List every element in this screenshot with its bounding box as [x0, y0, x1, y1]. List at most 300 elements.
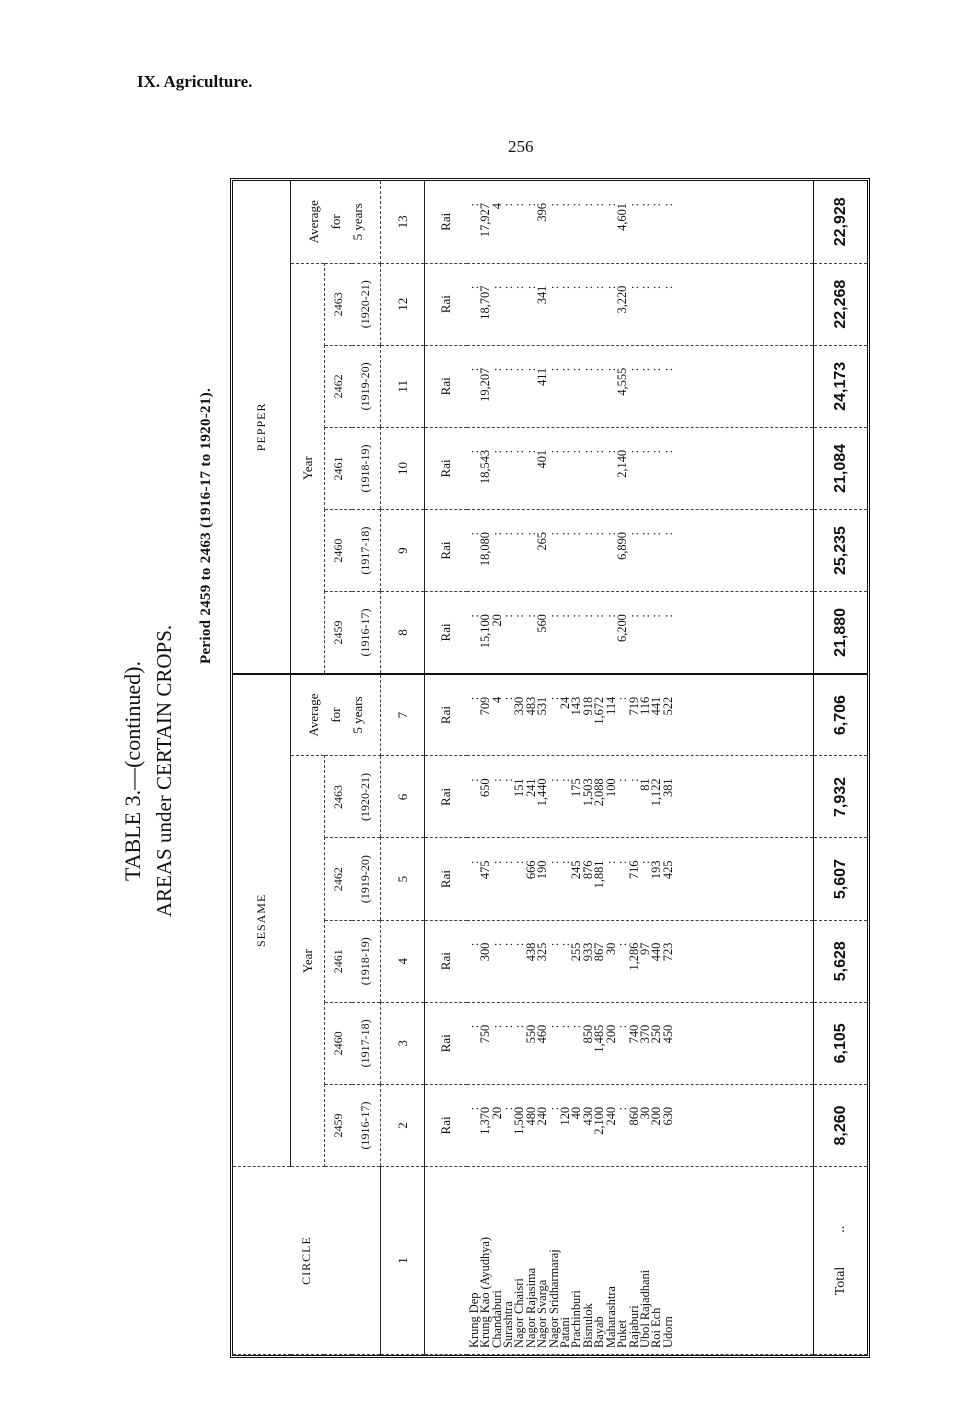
table-cell-value: : — [580, 532, 595, 536]
table-cell-value: : — [649, 203, 664, 207]
table-cell-value: 20 — [489, 614, 504, 627]
year-be: 2461 — [324, 920, 352, 1002]
table-cell-value: : — [580, 367, 595, 372]
table-cell-value: : — [512, 1024, 527, 1029]
column-number: 10 — [380, 427, 425, 509]
table-cell-value: 430 — [580, 1106, 595, 1126]
table-cell-value: 860 — [626, 1106, 641, 1126]
circle-list — [466, 1167, 675, 1354]
table-cell-value: : — [523, 449, 538, 454]
table-cell-value: : — [466, 942, 481, 947]
table-cell-value: : — [660, 449, 675, 454]
table-cell-value: 876 — [580, 860, 595, 880]
table-cell-value: 190 — [535, 860, 550, 880]
total-value: 21,880 — [814, 592, 867, 674]
table-cell-value: 1,370 — [478, 1106, 493, 1135]
table-cell-value: 1,503 — [580, 778, 595, 807]
table-cell-value: : — [546, 942, 561, 947]
table-cell-value: : — [466, 449, 481, 454]
table-cell-value: 1,122 — [649, 778, 664, 807]
column-number: 9 — [380, 510, 425, 592]
table-cell-value: : — [649, 285, 664, 290]
total-value: 21,084 — [814, 427, 867, 509]
table-cell-value: 411 — [535, 367, 550, 386]
table-cell-value: 1,485 — [592, 1024, 607, 1053]
column-number: 1 — [380, 1167, 425, 1355]
table-cell-value: : — [558, 367, 573, 372]
pepper-average-header — [291, 181, 380, 263]
total-value: 22,268 — [814, 263, 867, 345]
circle-name: Maharashtra — [603, 1286, 618, 1348]
table-cell-value: 2,140 — [615, 449, 630, 478]
circle-name: Ubol Rajadhani — [637, 1269, 652, 1348]
year-ad: (1916-17) — [352, 1084, 380, 1166]
year-ad: (1920-21) — [352, 756, 380, 838]
five-years-label: 5 years — [349, 696, 365, 734]
table-cell-value: : — [603, 367, 618, 372]
table-cell-value: : — [558, 942, 573, 947]
table-cell-value: 475 — [478, 860, 493, 880]
table-cell-value: 30 — [637, 1106, 652, 1120]
pepper-year-header: Year — [291, 263, 324, 674]
table-cell-value: : — [501, 532, 516, 536]
year-be: 2463 — [324, 263, 352, 345]
table-cell-value: : — [603, 203, 618, 207]
table-cell-value: : — [626, 449, 641, 454]
table-cell-value: : — [546, 614, 561, 618]
total-value: 22,928 — [814, 181, 867, 263]
table-cell-value: 709 — [478, 696, 493, 716]
table-cell-value: : — [512, 532, 527, 536]
circle-name: Prachinburi — [569, 1290, 584, 1348]
table-cell-value: 438 — [523, 942, 538, 962]
pepper-2463-values — [466, 264, 675, 345]
table-cell-value: : — [626, 203, 641, 207]
section-heading: IX. Agriculture. — [137, 72, 253, 91]
table-cell-value: : — [592, 449, 607, 454]
pepper-2459-cell — [467, 592, 814, 674]
circle-name: Nagor Chaisri — [512, 1278, 527, 1348]
table-frame — [230, 178, 870, 1358]
table-cell-value: : — [546, 778, 561, 782]
circle-name: Krung Kao (Ayudhya) — [478, 1236, 493, 1348]
total-value: 6,105 — [814, 1002, 867, 1084]
table-cell-value: 867 — [592, 942, 607, 962]
table-cell-value: : — [512, 614, 527, 618]
unit-label: Rai — [425, 181, 467, 263]
page-number: 256 — [508, 137, 534, 156]
circle-name: Chandaburi — [489, 1290, 504, 1348]
table-cell-value: : — [466, 367, 481, 372]
sesame-year-header: Year — [291, 756, 324, 1167]
table-cell-value: : — [501, 696, 516, 701]
circle-name: Puket — [615, 1319, 630, 1348]
table-cell-value: 450 — [660, 1024, 675, 1044]
table-cell-value: : — [626, 614, 641, 618]
table-cell-value: : — [569, 367, 584, 372]
unit-label: Rai — [425, 1084, 467, 1166]
table-cell-value: : — [558, 860, 573, 864]
table-cell-value: 2,100 — [592, 1106, 607, 1135]
year-ad: (1920-21) — [352, 263, 380, 345]
table-cell-value: : — [637, 203, 652, 207]
table-cell-value: : — [466, 778, 481, 782]
sesame-average-header — [291, 674, 380, 756]
table-cell-value: : — [512, 203, 527, 207]
circle-name: Roi Ech — [649, 1307, 664, 1348]
sesame-2463-values — [466, 756, 675, 837]
table-cell-value: : — [637, 285, 652, 290]
table-cell-value: : — [580, 449, 595, 454]
table-cell-value: 4,555 — [615, 367, 630, 396]
sesame-2460-cell — [467, 1002, 814, 1084]
table-cell-value: : — [489, 285, 504, 290]
table-cell-value: 3,220 — [615, 285, 630, 314]
column-number: 5 — [380, 838, 425, 920]
table-cell-value: : — [501, 860, 516, 864]
table-cell-value: : — [523, 532, 538, 536]
table-cell-value: 460 — [535, 1024, 550, 1044]
table-cell-value: : — [592, 367, 607, 372]
table-cell-value: 20 — [489, 1106, 504, 1120]
table-cell-value: 522 — [660, 696, 675, 716]
unit-label: Rai — [425, 920, 467, 1002]
sesame-average-values — [466, 675, 675, 756]
table-cell-value: : — [569, 449, 584, 454]
year-ad: (1918-19) — [352, 920, 380, 1002]
table-cell-value: : — [466, 696, 481, 701]
table-cell-value: 143 — [569, 696, 584, 716]
year-be: 2462 — [324, 345, 352, 427]
table-cell-value: : — [580, 285, 595, 290]
table-cell-value: : — [546, 203, 561, 207]
sesame-2463-cell — [467, 756, 814, 838]
column-number: 2 — [380, 1084, 425, 1166]
table-cell-value: 341 — [535, 285, 550, 305]
table-cell-value: 1,440 — [535, 778, 550, 807]
table-cell-value: : — [592, 532, 607, 536]
pepper-2459-values — [466, 592, 675, 673]
circle-name: Nagor Rajasima — [523, 1267, 538, 1348]
sesame-2461-cell — [467, 920, 814, 1002]
unit-label: Rai — [425, 427, 467, 509]
total-value: 24,173 — [814, 345, 867, 427]
column-number: 3 — [380, 1002, 425, 1084]
table-cell-value: 100 — [603, 778, 618, 797]
table-cell-value: 40 — [569, 1106, 584, 1120]
table-cell-value: 15,100 — [478, 614, 493, 649]
table-cell-value: : — [615, 860, 630, 864]
table-cell-value: : — [501, 449, 516, 454]
sesame-2461-values — [466, 921, 675, 1002]
table-cell-value: 114 — [603, 696, 618, 715]
table-cell-value: : — [489, 1024, 504, 1029]
table-cell-value: : — [603, 614, 618, 618]
circle-name: Udorn — [660, 1316, 675, 1348]
unit-label: Rai — [425, 838, 467, 920]
table-cell-value: : — [649, 367, 664, 372]
year-be: 2461 — [324, 427, 352, 509]
average-label: Average — [305, 200, 321, 244]
table-cell-value: 1,672 — [592, 696, 607, 725]
table-cell-value: : — [489, 942, 504, 947]
year-ad: (1917-18) — [352, 1002, 380, 1084]
table-cell-value: : — [501, 203, 516, 207]
table-cell-value: : — [489, 778, 504, 782]
column-number: 7 — [380, 674, 425, 756]
total-value: 5,628 — [814, 920, 867, 1002]
table-cell-value: 716 — [626, 860, 641, 880]
circle-name: Rajaburi — [626, 1305, 641, 1348]
sesame-2459-cell — [467, 1084, 814, 1166]
table-cell-value: 97 — [637, 942, 652, 956]
circle-name: Surashtra — [501, 1301, 516, 1348]
year-be: 2460 — [324, 1002, 352, 1084]
table-cell-value: 175 — [569, 778, 584, 797]
table-cell-value: 550 — [523, 1024, 538, 1044]
pepper-2462-cell — [467, 345, 814, 427]
table-cell-value: 120 — [558, 1106, 573, 1126]
crop-area-table — [233, 181, 867, 1355]
table-cell-value: 4 — [489, 696, 504, 703]
table-cell-value: 265 — [535, 532, 550, 551]
table-cell-value: 425 — [660, 860, 675, 880]
table-cell-value: 200 — [603, 1024, 618, 1044]
table-cell-value: : — [558, 203, 573, 207]
year-be: 2463 — [324, 756, 352, 838]
table-cell-value: : — [466, 1024, 481, 1029]
table-cell-value: : — [466, 614, 481, 618]
sesame-2459-values — [466, 1085, 675, 1166]
table-cell-value: : — [615, 1106, 630, 1111]
unit-label: Rai — [425, 756, 467, 838]
table-cell-value: : — [626, 367, 641, 372]
year-ad: (1917-18) — [352, 510, 380, 592]
table-cell-value: : — [558, 778, 573, 782]
table-cell-value: 19,207 — [478, 367, 493, 402]
column-number: 11 — [380, 345, 425, 427]
table-cell-value: 740 — [626, 1024, 641, 1044]
column-number: 8 — [380, 592, 425, 674]
unit-blank — [425, 1167, 467, 1355]
column-number: 13 — [380, 181, 425, 263]
table-cell-value: 18,543 — [478, 449, 493, 484]
year-be: 2460 — [324, 510, 352, 592]
table-cell-value: : — [501, 285, 516, 290]
table-cell-value: : — [626, 285, 641, 290]
table-cell-value: 560 — [535, 614, 550, 633]
table-cell-value: : — [501, 614, 516, 618]
circle-name: Bisnulok — [580, 1303, 595, 1348]
unit-label: Rai — [425, 592, 467, 674]
table-cell-value: 24 — [558, 696, 573, 710]
unit-label: Rai — [425, 263, 467, 345]
table-cell-value: : — [660, 285, 675, 290]
unit-label: Rai — [425, 1002, 467, 1084]
table-cell-value: : — [489, 449, 504, 454]
table-cell-value: : — [592, 285, 607, 290]
table-cell-value: 1,881 — [592, 860, 607, 889]
table-cell-value: : — [569, 203, 584, 207]
column-number: 6 — [380, 756, 425, 838]
five-years-label: 5 years — [349, 203, 365, 241]
table-cell-value: 241 — [523, 778, 538, 797]
table-cell-value: : — [603, 449, 618, 454]
total-dots: .. — [832, 1225, 848, 1233]
table-cell-value: : — [626, 778, 641, 782]
table-cell-value: : — [649, 614, 664, 618]
table-cell-value: : — [637, 532, 652, 536]
table-cell-value: : — [466, 860, 481, 864]
table-cell-value: 396 — [535, 203, 550, 222]
circle-header: CIRCLE — [233, 1167, 380, 1355]
sesame-2462-values — [466, 839, 675, 920]
table-cell-value: : — [466, 1106, 481, 1111]
table-cell-value: : — [546, 860, 561, 864]
table-cell-value: 483 — [523, 696, 538, 716]
table-cell-value: : — [637, 367, 652, 372]
table-cell-value: : — [592, 203, 607, 207]
table-cell-value: 850 — [580, 1024, 595, 1044]
average-label: Average — [305, 693, 321, 737]
year-ad: (1918-19) — [352, 427, 380, 509]
total-value: 8,260 — [814, 1084, 867, 1166]
table-cell-value: : — [546, 1024, 561, 1029]
table-cell-value: : — [660, 614, 675, 618]
year-ad: (1919-20) — [352, 838, 380, 920]
table-cell-value: 650 — [478, 778, 493, 797]
table-cell-value: : — [626, 532, 641, 536]
table-cell-value: : — [546, 285, 561, 290]
year-be: 2459 — [324, 1084, 352, 1166]
table-cell-value: : — [615, 778, 630, 782]
table-cell-value: : — [615, 696, 630, 701]
table-cell-value: 330 — [512, 696, 527, 716]
table-cell-value: 750 — [478, 1024, 493, 1044]
table-cell-value: 200 — [649, 1106, 664, 1126]
table-cell-value: : — [558, 1024, 573, 1029]
table-cell-value: 6,200 — [615, 614, 630, 643]
circle-name: Bayab — [592, 1316, 607, 1348]
table-cell-value: 240 — [603, 1106, 618, 1126]
table-cell-value: : — [501, 1106, 516, 1111]
table-period: Period 2459 to 2463 (1916-17 to 1920-21). — [198, 388, 214, 665]
table-title: TABLE 3.—(continued). — [120, 660, 145, 882]
year-ad: (1919-20) — [352, 345, 380, 427]
table-cell-value: 245 — [569, 860, 584, 880]
table-cell-value: 531 — [535, 696, 550, 716]
rotated-table-block — [100, 176, 880, 1366]
table-cell-value: : — [660, 203, 675, 207]
pepper-average-values — [466, 181, 675, 263]
table-cell-value: 6,890 — [615, 532, 630, 560]
pepper-2460-values — [466, 510, 675, 591]
table-cell-value: : — [558, 449, 573, 454]
table-cell-value: : — [466, 285, 481, 290]
table-cell-value: : — [569, 614, 584, 618]
table-cell-value: : — [523, 285, 538, 290]
for-label: for — [327, 214, 343, 230]
pepper-2461-values — [466, 428, 675, 509]
table-cell-value: 18,080 — [478, 532, 493, 567]
sesame-average-cell — [467, 674, 814, 756]
table-cell-value: : — [512, 449, 527, 454]
table-cell-value: 116 — [637, 696, 652, 715]
table-cell-value: 719 — [626, 696, 641, 716]
pepper-2462-values — [466, 346, 675, 427]
table-cell-value: : — [649, 532, 664, 536]
table-cell-value: 723 — [660, 942, 675, 962]
table-cell-value: 30 — [603, 942, 618, 956]
table-cell-value: 151 — [512, 778, 527, 797]
circle-name: Nagor Sridharmaraj — [546, 1249, 561, 1348]
table-cell-value: : — [637, 614, 652, 618]
table-cell-value: : — [660, 367, 675, 372]
table-cell-value: : — [580, 203, 595, 207]
table-cell-value: 630 — [660, 1106, 675, 1126]
table-cell-value: 401 — [535, 449, 550, 469]
table-cell-value: : — [512, 860, 527, 864]
table-cell-value: : — [615, 1024, 630, 1029]
table-cell-value: : — [501, 942, 516, 947]
table-cell-value: 4 — [489, 203, 504, 210]
table-cell-value: : — [546, 1106, 561, 1111]
pepper-header: PEPPER — [233, 181, 291, 674]
circle-names-cell — [467, 1167, 814, 1355]
table-cell-value: : — [660, 532, 675, 536]
total-label-text: Total — [832, 1266, 848, 1296]
circle-name: Patani — [558, 1317, 573, 1348]
table-cell-value: : — [501, 778, 516, 782]
table-cell-value: : — [512, 285, 527, 290]
table-cell-value: : — [637, 449, 652, 454]
table-cell-value: : — [558, 285, 573, 290]
year-be: 2462 — [324, 838, 352, 920]
table-cell-value: : — [649, 449, 664, 454]
table-cell-value: : — [523, 367, 538, 372]
pepper-average-cell — [467, 181, 814, 263]
table-cell-value: 480 — [523, 1106, 538, 1126]
table-cell-value: 370 — [637, 1024, 652, 1044]
total-value: 7,932 — [814, 756, 867, 838]
column-number: 12 — [380, 263, 425, 345]
table-cell-value: : — [512, 367, 527, 372]
table-cell-value: 193 — [649, 860, 664, 880]
table-cell-value: : — [523, 203, 538, 207]
table-subtitle: AREAS under CERTAIN CROPS. — [152, 624, 176, 918]
table-cell-value: : — [637, 860, 652, 864]
sesame-header: SESAME — [233, 674, 291, 1167]
circle-name: Krung Dep — [466, 1292, 481, 1348]
table-cell-value: : — [489, 532, 504, 536]
table-cell-value: 81 — [637, 778, 652, 791]
sesame-2460-values — [466, 1003, 675, 1084]
unit-label: Rai — [425, 510, 467, 592]
pepper-2461-cell — [467, 427, 814, 509]
table-cell-value: : — [546, 367, 561, 372]
pepper-2463-cell — [467, 263, 814, 345]
table-cell-value: 4,601 — [615, 203, 630, 231]
table-cell-value: : — [466, 203, 481, 207]
column-number: 4 — [380, 920, 425, 1002]
sesame-2462-cell — [467, 838, 814, 920]
table-cell-value: : — [512, 942, 527, 947]
table-cell-value: : — [603, 285, 618, 290]
table-cell-value: 18,707 — [478, 285, 493, 320]
table-cell-value: : — [546, 532, 561, 536]
table-cell-value: : — [489, 367, 504, 372]
table-cell-value: 250 — [649, 1024, 664, 1044]
